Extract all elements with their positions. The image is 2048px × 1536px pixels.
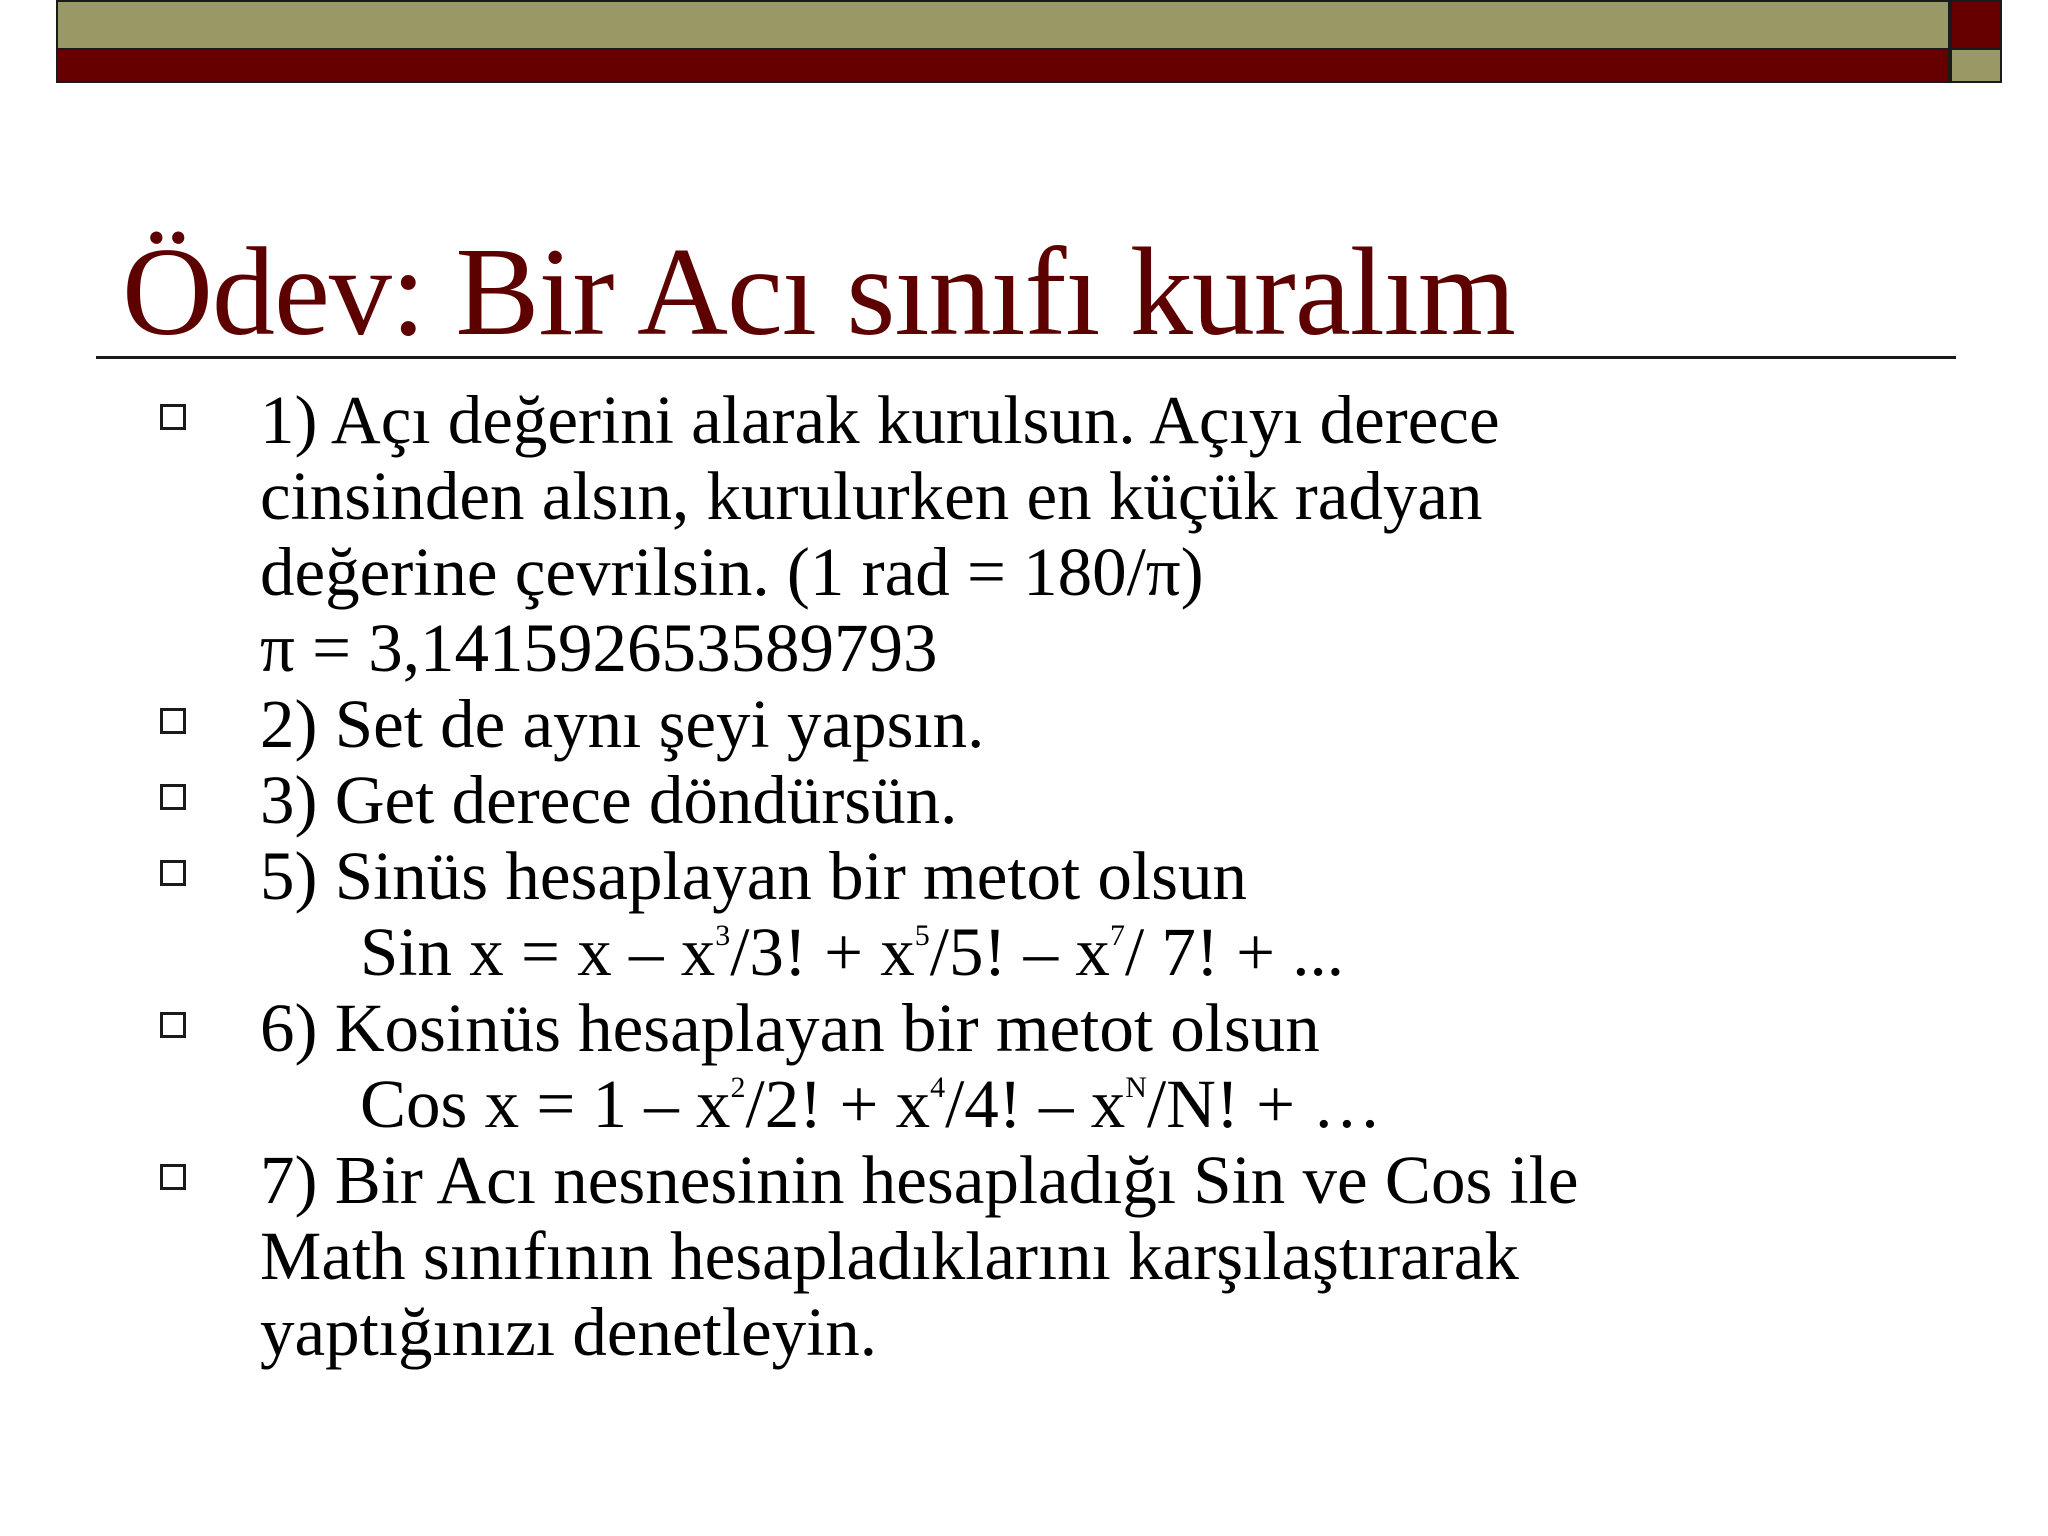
square-bullet-icon (160, 708, 186, 734)
item-line: 3) Get derece döndürsün. (260, 762, 958, 838)
list-item (150, 382, 1970, 686)
header-bar-maroon (56, 50, 1950, 83)
formula-exponent: 3 (715, 919, 731, 952)
formula-part: /3! + x (730, 914, 915, 990)
list-item (150, 686, 1970, 762)
item-line: 2) Set de aynı şeyi yapsın. (260, 686, 985, 762)
list-item (150, 838, 1970, 990)
header-corner-maroon (1950, 0, 2002, 50)
item-line: değerine çevrilsin. (1 rad = 180/π) (260, 534, 1204, 610)
item-line: 6) Kosinüs hesaplayan bir metot olsun (260, 990, 1320, 1066)
formula-exponent: 7 (1109, 919, 1125, 952)
list-item (150, 762, 1970, 838)
item-line: 1) Açı değerini alarak kurulsun. Açıyı derece (260, 382, 1500, 458)
item-line: cinsinden alsın, kurulurken en küçük radyan (260, 458, 1483, 534)
item-line: π = 3,141592653589793 (260, 610, 938, 686)
square-bullet-icon (160, 404, 186, 430)
square-bullet-icon (160, 1164, 186, 1190)
square-bullet-icon (160, 784, 186, 810)
formula-exponent: 5 (914, 919, 930, 952)
square-bullet-icon (160, 860, 186, 886)
sine-formula (260, 914, 1970, 990)
formula-exponent: N (1125, 1071, 1147, 1104)
header-bar-olive (56, 0, 1950, 50)
cosine-formula (260, 1066, 1970, 1142)
formula-exponent: 4 (930, 1071, 946, 1104)
formula-part: / 7! + ... (1124, 914, 1344, 990)
list-item (150, 1142, 1970, 1370)
formula-part: /4! – x (945, 1066, 1126, 1142)
item-line: Math sınıfının hesapladıklarını karşılaştırarak (260, 1218, 1519, 1294)
square-bullet-icon (160, 1012, 186, 1038)
item-line: 7) Bir Acı nesnesinin hesapladığı Sin ve Cos ile (260, 1142, 1579, 1218)
formula-part: /2! + x (745, 1066, 931, 1142)
title-divider (96, 356, 1956, 359)
formula-part: Sin x = x – x (360, 914, 716, 990)
item-line: yaptığınızı denetleyin. (260, 1294, 877, 1370)
item-line: 5) Sinüs hesaplayan bir metot olsun (260, 838, 1247, 914)
formula-exponent: 2 (730, 1071, 746, 1104)
formula-part: /5! – x (929, 914, 1110, 990)
formula-part: Cos x = 1 – x (360, 1066, 731, 1142)
bullet-list (150, 382, 1970, 1370)
header-corner-olive (1950, 50, 2002, 83)
slide-title: Ödev: Bir Acı sınıfı kuralım (122, 223, 1515, 362)
list-item (150, 990, 1970, 1142)
formula-part: /N! + … (1146, 1066, 1382, 1142)
